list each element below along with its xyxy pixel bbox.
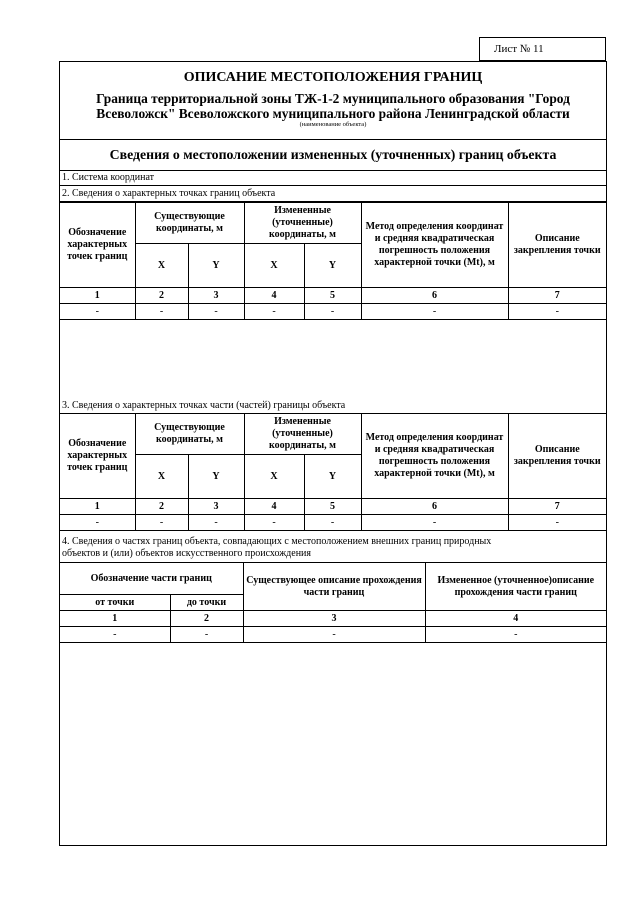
s3-x-existing: X <box>135 455 188 499</box>
s2-num: 5 <box>304 288 361 304</box>
s2-heading: 2. Сведения о характерных точках границ объекта <box>62 188 276 199</box>
s4-col-part: Обозначение части границ <box>60 563 243 595</box>
table-row <box>60 627 606 643</box>
s3-heading-row <box>60 398 606 414</box>
s3-num: 5 <box>304 499 361 515</box>
s3-num: 3 <box>188 499 244 515</box>
s3-col-description: Описание закрепления точки <box>508 414 606 499</box>
coordinate-system-row <box>60 170 606 186</box>
s4-number-row <box>60 611 606 627</box>
table-cell: - <box>304 515 361 531</box>
s2-heading-row <box>60 186 606 202</box>
s3-col-method: Метод определения координат и средняя квадратическая погрешность положения характерной точки (Mt), м <box>361 414 508 499</box>
s4-col-existing: Существующее описание прохождения части границ <box>243 563 425 611</box>
s3-table <box>60 413 606 531</box>
table-cell: - <box>304 304 361 320</box>
document-frame <box>59 61 607 846</box>
s2-num: 2 <box>135 288 188 304</box>
table-cell: - <box>60 627 170 643</box>
s3-heading: 3. Сведения о характерных точках части (частей) границы объекта <box>62 400 346 411</box>
s2-num: 7 <box>508 288 606 304</box>
s2-number-row <box>60 288 606 304</box>
s3-num: 2 <box>135 499 188 515</box>
s2-table <box>60 202 606 320</box>
s2-x-existing: X <box>135 244 188 288</box>
s3-col-changed: Измененные (уточненные) координаты, м <box>244 414 361 455</box>
s4-table <box>60 562 606 643</box>
s3-col-existing: Существующие координаты, м <box>135 414 244 455</box>
table-cell: - <box>243 627 425 643</box>
s4-heading-line1: 4. Сведения о частях границ объекта, совпадающих с местоположением внешних границ природных <box>62 536 492 547</box>
s4-col-changed: Измененное (уточненное)описание прохождения части границ <box>425 563 606 611</box>
s4-col-to: до точки <box>170 595 243 611</box>
table-cell: - <box>425 627 606 643</box>
s3-number-row <box>60 499 606 515</box>
s3-num: 1 <box>60 499 135 515</box>
s3-y-changed: Y <box>304 455 361 499</box>
s2-col-existing: Существующие координаты, м <box>135 203 244 244</box>
s2-x-changed: X <box>244 244 304 288</box>
s2-col-method: Метод определения координат и средняя квадратическая погрешность положения характерной точки (Mt), м <box>361 203 508 288</box>
s2-num: 1 <box>60 288 135 304</box>
s3-num: 6 <box>361 499 508 515</box>
s4-heading-line2: объектов и (или) объектов искусственного происхождения <box>62 548 312 559</box>
s3-x-changed: X <box>244 455 304 499</box>
s2-col-changed: Измененные (уточненные) координаты, м <box>244 203 361 244</box>
s2-y-existing: Y <box>188 244 244 288</box>
s4-heading <box>60 534 606 563</box>
table-cell: - <box>188 304 244 320</box>
s2-col-designation: Обозначение характерных точек границ <box>60 203 135 288</box>
table-cell: - <box>361 304 508 320</box>
object-name-line2: Всеволожск" Всеволожского муниципального района Ленинградской области <box>96 106 570 121</box>
sheet-number: Лист № 11 <box>494 43 544 55</box>
table-cell: - <box>188 515 244 531</box>
s4-num: 4 <box>425 611 606 627</box>
table-cell: - <box>60 515 135 531</box>
object-name-line1: Граница территориальной зоны ТЖ-1-2 муниципального образования "Город <box>96 91 570 106</box>
table-row <box>60 304 606 320</box>
table-cell: - <box>244 515 304 531</box>
s3-y-existing: Y <box>188 455 244 499</box>
object-name-caption: (наименование объекта) <box>299 121 367 128</box>
table-cell: - <box>170 627 243 643</box>
s2-num: 6 <box>361 288 508 304</box>
document-header <box>60 62 606 140</box>
document-title: ОПИСАНИЕ МЕСТОПОЛОЖЕНИЯ ГРАНИЦ <box>183 70 483 85</box>
section-title: Сведения о местоположении измененных (уточненных) границ объекта <box>60 139 606 171</box>
table-cell: - <box>508 304 606 320</box>
s4-num: 2 <box>170 611 243 627</box>
table-cell: - <box>60 304 135 320</box>
s4-num: 3 <box>243 611 425 627</box>
table-row <box>60 515 606 531</box>
object-name <box>60 91 606 121</box>
s3-num: 4 <box>244 499 304 515</box>
sheet-number-box <box>479 37 606 61</box>
s2-y-changed: Y <box>304 244 361 288</box>
s4-num: 1 <box>60 611 170 627</box>
s2-num: 4 <box>244 288 304 304</box>
coordinate-system-label: 1. Система координат <box>62 172 155 183</box>
s2-col-description: Описание закрепления точки <box>508 203 606 288</box>
table-cell: - <box>508 515 606 531</box>
table-cell: - <box>135 515 188 531</box>
table-cell: - <box>361 515 508 531</box>
table-cell: - <box>244 304 304 320</box>
s3-num: 7 <box>508 499 606 515</box>
table-cell: - <box>135 304 188 320</box>
s4-col-from: от точки <box>60 595 170 611</box>
s3-col-designation: Обозначение характерных точек границ <box>60 414 135 499</box>
s2-num: 3 <box>188 288 244 304</box>
